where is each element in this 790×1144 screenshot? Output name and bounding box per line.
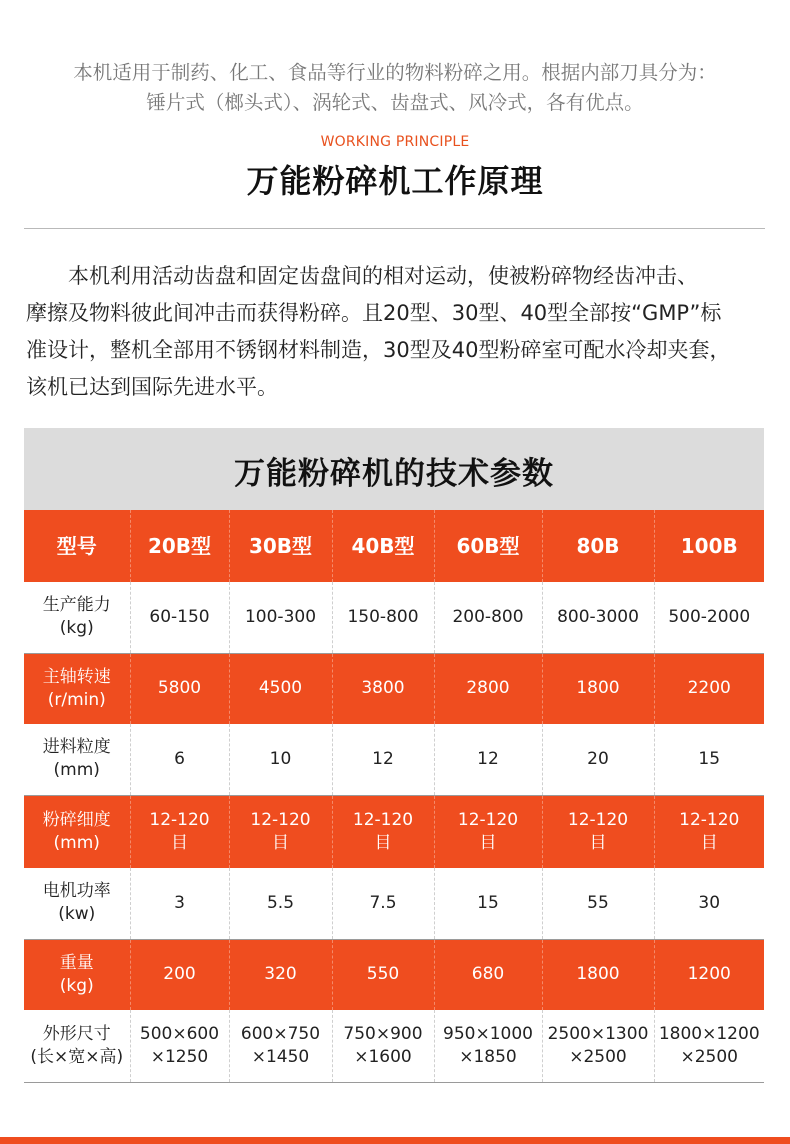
value-cell	[332, 1010, 434, 1082]
header-cell	[434, 510, 542, 582]
section-divider	[24, 228, 765, 229]
header-label: 型号	[56, 533, 97, 558]
value-cell	[332, 724, 434, 795]
value-text: 2800	[466, 678, 510, 699]
value-text: 200-800	[452, 606, 524, 627]
value-text: 680	[471, 964, 505, 985]
description-line: 准设计，整机全部用不锈钢材料制造，30型及40型粉碎室可配水冷却夹套，	[26, 338, 731, 362]
value-cell	[542, 1010, 654, 1082]
header-label: 80B	[576, 533, 620, 558]
row-label-cell	[24, 653, 130, 724]
table-header-row	[24, 510, 764, 582]
value-cell	[229, 1010, 332, 1082]
header-cell	[542, 510, 654, 582]
value-cell	[434, 1010, 542, 1082]
description-paragraph	[26, 258, 770, 406]
value-text: 12-120	[250, 809, 311, 830]
value-text: 55	[587, 892, 609, 913]
value-text: 7.5	[369, 892, 397, 913]
value-text: ×1850	[459, 1046, 517, 1067]
value-cell	[542, 868, 654, 939]
value-cell	[332, 868, 434, 939]
value-text: 600×750	[240, 1023, 321, 1044]
row-label-text: 生产能力	[42, 595, 111, 616]
value-text: 12-120	[352, 809, 414, 830]
value-text: 12-120	[149, 809, 210, 830]
value-cell	[434, 653, 542, 724]
value-text: 12-120	[567, 809, 629, 830]
value-cell	[654, 795, 764, 868]
value-cell	[130, 795, 229, 868]
header-cell-model	[24, 510, 130, 582]
value-text: 12	[477, 748, 499, 769]
value-cell	[654, 582, 764, 653]
value-text: 320	[264, 964, 297, 985]
value-text: 4500	[258, 678, 303, 699]
value-cell	[542, 582, 654, 653]
value-text: 550	[366, 964, 400, 985]
value-text: 3800	[361, 678, 405, 699]
value-text: 1800×1200	[658, 1023, 760, 1044]
row-label-text: (长×宽×高)	[30, 1046, 124, 1067]
header-cell	[654, 510, 764, 582]
value-cell	[229, 582, 332, 653]
value-text: 750×900	[343, 1023, 423, 1044]
row-label-text: 重量	[59, 952, 94, 973]
value-cell	[130, 868, 229, 939]
header-cell	[332, 510, 434, 582]
value-cell	[434, 724, 542, 795]
table-row	[24, 868, 764, 939]
header-cell	[130, 510, 229, 582]
value-text: 2500×1300	[547, 1023, 649, 1044]
value-text: 800-3000	[557, 606, 639, 627]
row-label-text: 进料粒度	[42, 737, 111, 758]
table-row	[24, 653, 764, 724]
value-text: ×2500	[569, 1046, 627, 1067]
value-cell	[542, 939, 654, 1010]
value-text: 100-300	[244, 606, 317, 627]
value-text: 950×1000	[443, 1023, 533, 1044]
section-title: 万能粉碎机工作原理	[246, 162, 544, 200]
value-text: 1200	[687, 964, 731, 985]
value-text: 目	[700, 832, 718, 853]
section-subtitle: WORKING PRINCIPLE	[320, 134, 470, 150]
value-cell	[654, 653, 764, 724]
value-text: 60-150	[149, 606, 210, 627]
description-line: 摩擦及物料彼此间冲击而获得粉碎。且20型、30型、40型全部按“GMP”标	[26, 301, 722, 325]
value-text: ×2500	[680, 1046, 738, 1067]
value-cell	[654, 868, 764, 939]
bottom-accent-bar	[0, 1137, 790, 1144]
row-label-text: (mm)	[53, 832, 100, 853]
value-text: 1800	[576, 678, 620, 699]
row-label-text: (mm)	[53, 760, 100, 781]
row-label-cell	[24, 939, 130, 1010]
value-text: 500-2000	[668, 606, 751, 627]
value-text: 12-120	[457, 809, 519, 830]
row-label-cell	[24, 868, 130, 939]
value-cell	[654, 724, 764, 795]
value-text: ×1250	[150, 1046, 209, 1067]
value-cell	[229, 939, 332, 1010]
value-cell	[130, 724, 229, 795]
value-cell	[130, 939, 229, 1010]
value-cell	[542, 724, 654, 795]
row-label-cell	[24, 795, 130, 868]
value-cell	[542, 653, 654, 724]
value-cell	[654, 939, 764, 1010]
value-text: 15	[698, 748, 721, 769]
row-label-text: 电机功率	[42, 881, 111, 902]
row-label-cell	[24, 582, 130, 653]
value-cell	[542, 795, 654, 868]
header-label: 60B型	[456, 533, 520, 558]
value-text: 30	[698, 892, 721, 913]
description-line: 该机已达到国际先进水平。	[26, 375, 278, 399]
value-text: 10	[269, 748, 292, 769]
value-text: 20	[587, 748, 609, 769]
value-cell	[434, 939, 542, 1010]
table-row	[24, 795, 764, 868]
value-cell	[130, 582, 229, 653]
value-text: 200	[163, 964, 196, 985]
header-label: 30B型	[248, 533, 313, 558]
value-cell	[332, 939, 434, 1010]
intro-line-1: 本机适用于制药、化工、食品等行业的物料粉碎之用。根据内部刀具分为：	[73, 61, 717, 84]
value-text: 500×600	[139, 1023, 220, 1044]
value-cell	[332, 582, 434, 653]
row-label-text: (kw)	[58, 904, 96, 925]
value-text: 目	[589, 832, 607, 853]
row-label-text: 粉碎细度	[42, 809, 111, 830]
spec-table-title: 万能粉碎机的技术参数	[234, 456, 554, 492]
row-label-text: 主轴转速	[42, 666, 111, 687]
table-row	[24, 1010, 764, 1082]
table-row	[24, 724, 764, 795]
intro-text	[0, 58, 790, 118]
value-cell	[654, 1010, 764, 1082]
value-text: ×1600	[354, 1046, 412, 1067]
value-text: 目	[171, 832, 188, 853]
row-label-text: (kg)	[59, 618, 94, 639]
row-label-cell	[24, 1010, 130, 1082]
row-label-cell	[24, 724, 130, 795]
value-text: 6	[174, 748, 185, 769]
value-cell	[434, 868, 542, 939]
value-cell	[130, 653, 229, 724]
table-row	[24, 582, 764, 653]
value-cell	[229, 795, 332, 868]
value-cell	[229, 868, 332, 939]
row-label-text: 外形尺寸	[42, 1023, 111, 1044]
value-text: 3	[174, 892, 185, 913]
value-cell	[434, 582, 542, 653]
row-label-text: (r/min)	[47, 689, 106, 710]
value-cell	[130, 1010, 229, 1082]
value-cell	[229, 653, 332, 724]
value-text: 12-120	[679, 809, 740, 830]
value-cell	[332, 795, 434, 868]
header-label: 20B型	[147, 533, 212, 558]
value-cell	[229, 724, 332, 795]
value-text: 目	[479, 832, 497, 853]
value-text: 1800	[576, 964, 620, 985]
value-cell	[332, 653, 434, 724]
header-label: 100B	[680, 533, 738, 558]
header-cell	[229, 510, 332, 582]
value-text: 目	[374, 832, 392, 853]
value-cell	[434, 795, 542, 868]
description-line: 本机利用活动齿盘和固定齿盘间的相对运动，使被粉碎物经齿冲击、	[68, 264, 698, 288]
value-text: ×1450	[251, 1046, 310, 1067]
spec-table	[24, 510, 764, 1083]
row-label-text: (kg)	[59, 975, 94, 996]
value-text: 5.5	[266, 892, 295, 913]
intro-line-2: 锤片式（榔头式）、涡轮式、齿盘式、风冷式，各有优点。	[146, 91, 644, 114]
value-text: 15	[477, 892, 499, 913]
value-text: 目	[272, 832, 289, 853]
table-row	[24, 939, 764, 1010]
value-text: 2200	[687, 678, 731, 699]
value-text: 150-800	[347, 606, 419, 627]
header-label: 40B型	[351, 533, 415, 558]
spec-title-panel	[24, 428, 764, 510]
value-text: 5800	[157, 678, 202, 699]
value-text: 12	[372, 748, 394, 769]
